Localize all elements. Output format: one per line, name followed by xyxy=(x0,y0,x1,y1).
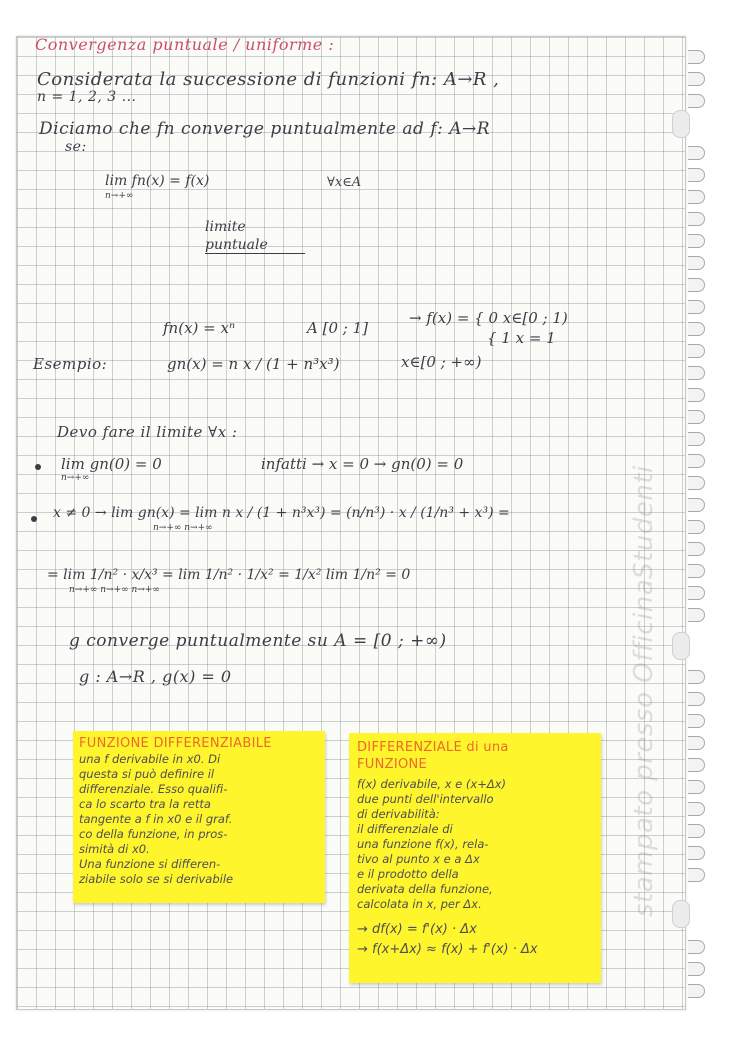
binder-ring xyxy=(688,388,705,402)
binder-ring xyxy=(688,824,705,838)
case-zero-subscript: n→+∞ xyxy=(61,473,90,483)
binder-ring xyxy=(688,586,705,600)
binder-ring xyxy=(688,802,705,816)
definition-line-3: Diciamo che fn converge puntualmente ad f: A→R xyxy=(39,119,491,139)
binder-ring xyxy=(688,168,705,182)
conclusion-line-1: g converge puntualmente su A = [0 ; +∞) xyxy=(69,631,447,651)
postit-left-line: ziabile solo se si derivabile xyxy=(79,872,234,886)
definition-line-2: n = 1, 2, 3 ... xyxy=(37,89,137,105)
limit-formula: lim fn(x) = f(x) xyxy=(105,173,210,189)
bullet-1 xyxy=(35,464,41,470)
binder-ring xyxy=(688,278,705,292)
binder-ring xyxy=(688,94,705,108)
notebook-page xyxy=(16,36,686,1010)
binder-ring xyxy=(688,714,705,728)
gn-domain: x∈[0 ; +∞) xyxy=(401,353,482,371)
limit-subscript: n→+∞ xyxy=(105,191,134,201)
binder-ring xyxy=(688,846,705,860)
watermark: stampato presso OfficinaStudenti xyxy=(629,465,659,917)
postit-left-line: simità di x0. xyxy=(79,842,150,856)
binder-ring xyxy=(688,868,705,882)
binder-ring xyxy=(688,476,705,490)
binder-ring xyxy=(688,256,705,270)
binder-ring xyxy=(688,498,705,512)
binder-ring xyxy=(688,344,705,358)
binder-ring xyxy=(688,300,705,314)
postit-right-line: e il prodotto della xyxy=(357,867,459,881)
binder-ring xyxy=(688,542,705,556)
binder-ring xyxy=(688,234,705,248)
binder-ring xyxy=(688,692,705,706)
postit-left-title: FUNZIONE DIFFERENZIABILE xyxy=(79,736,272,751)
limite-label: limite xyxy=(205,219,246,235)
postit-right-line: il differenziale di xyxy=(357,822,453,836)
postit-right-formula: → f(x+Δx) ≈ f(x) + f'(x) · Δx xyxy=(357,942,538,957)
limit-computation-subscript: n→+∞ n→+∞ n→+∞ xyxy=(69,585,160,595)
postit-left-line: co della funzione, in pros- xyxy=(79,827,228,841)
postit-differenziabile xyxy=(73,731,325,903)
postit-right-title-2: FUNZIONE xyxy=(357,757,428,772)
page-title: Convergenza puntuale / uniforme : xyxy=(35,35,335,54)
binder-ring xyxy=(688,366,705,380)
binder-ring xyxy=(688,190,705,204)
case-zero-limit: lim gn(0) = 0 xyxy=(61,455,162,473)
postit-right-line: di derivabilità: xyxy=(357,807,440,821)
binder-ring xyxy=(688,72,705,86)
spiral-binding xyxy=(684,40,744,1000)
binder-ring xyxy=(688,940,705,954)
example-limit-case-2: { 1 x = 1 xyxy=(487,329,556,347)
postit-left-line: differenziale. Esso qualifi- xyxy=(79,782,228,796)
postit-left-line: ca lo scarto tra la retta xyxy=(79,797,211,811)
esempio-label: Esempio: xyxy=(33,355,108,373)
binder-hole xyxy=(672,632,690,660)
binder-ring xyxy=(688,984,705,998)
postit-right-line: una funzione f(x), rela- xyxy=(357,837,489,851)
postit-left-line: una f derivabile in x0. Di xyxy=(79,752,221,766)
binder-ring xyxy=(688,962,705,976)
binder-hole xyxy=(672,900,690,928)
gn-definition: gn(x) = n x / (1 + n³x³) xyxy=(167,355,340,373)
postit-right-formula: → df(x) = f'(x) · Δx xyxy=(357,922,477,937)
example-limit-case-1: → f(x) = { 0 x∈[0 ; 1) xyxy=(409,309,568,327)
postit-left-line: questa si può definire il xyxy=(79,767,215,781)
postit-left-line: Una funzione si differen- xyxy=(79,857,221,871)
binder-hole xyxy=(672,110,690,138)
postit-right-line: derivata della funzione, xyxy=(357,882,493,896)
postit-right-title-1: DIFFERENZIALE di una xyxy=(357,740,509,755)
binder-ring xyxy=(688,146,705,160)
binder-ring xyxy=(688,520,705,534)
definition-line-1: Considerata la successione di funzioni fn: A→R , xyxy=(37,69,500,90)
postit-left-line: tangente a f in x0 e il graf. xyxy=(79,812,233,826)
binder-ring xyxy=(688,780,705,794)
binder-ring xyxy=(688,410,705,424)
binder-ring xyxy=(688,50,705,64)
binder-ring xyxy=(688,670,705,684)
binder-ring xyxy=(688,454,705,468)
for-all-x: ∀x∈A xyxy=(327,175,362,190)
postit-right-line: due punti dell'intervallo xyxy=(357,792,494,806)
postit-right-line: calcolata in x, per Δx. xyxy=(357,897,482,911)
binder-ring xyxy=(688,212,705,226)
binder-ring xyxy=(688,758,705,772)
binder-ring xyxy=(688,736,705,750)
postit-right-line: f(x) derivabile, x e (x+Δx) xyxy=(357,777,506,791)
example-fn: fn(x) = xⁿ xyxy=(163,319,236,337)
limit-computation: = lim 1/n² · x/x³ = lim 1/n² · 1/x² = 1/x² lim 1/n² = 0 xyxy=(47,567,411,583)
postit-right-line: tivo al punto x e a Δx xyxy=(357,852,480,866)
binder-ring xyxy=(688,564,705,578)
binder-ring xyxy=(688,608,705,622)
binder-ring xyxy=(688,432,705,446)
definition-line-4: se: xyxy=(65,139,87,155)
puntuale-label: puntuale xyxy=(205,237,268,253)
case-nonzero-line: x ≠ 0 → lim gn(x) = lim n x / (1 + n³x³) = (n/n³) · x / (1/n³ + x³) = xyxy=(53,505,510,521)
case-zero-infatti: infatti → x = 0 → gn(0) = 0 xyxy=(261,455,464,473)
postit-differenziale xyxy=(349,733,601,983)
underline-limite xyxy=(205,253,305,254)
conclusion-line-2: g : A→R , g(x) = 0 xyxy=(79,667,232,686)
step-heading: Devo fare il limite ∀x : xyxy=(57,423,238,441)
bullet-2 xyxy=(31,516,37,522)
example-domain: A [0 ; 1] xyxy=(307,319,368,337)
binder-ring xyxy=(688,322,705,336)
case-nonzero-subscript: n→+∞ n→+∞ xyxy=(153,523,213,533)
